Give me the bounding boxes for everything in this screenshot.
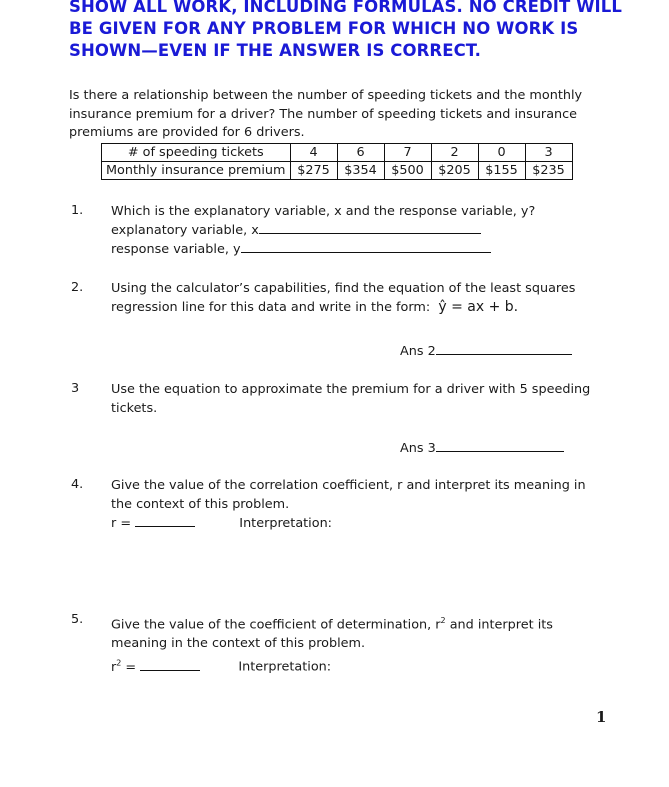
- table-cell: $275: [290, 162, 337, 180]
- table-cell: 7: [384, 144, 431, 162]
- answer-3-blank[interactable]: [436, 439, 564, 452]
- determination-row: [111, 653, 611, 676]
- table-cell: 0: [478, 144, 525, 162]
- data-table: [101, 143, 573, 180]
- table-row-premiums: [102, 162, 573, 180]
- answer-2: [400, 342, 572, 359]
- page-number: 1: [596, 708, 607, 726]
- question-2-line-2-row: [111, 298, 611, 317]
- r-sup: 2: [116, 658, 122, 668]
- r-answer-blank[interactable]: [135, 514, 195, 527]
- question-2-line-1: Using the calculator’s capabilities, find the equation of the least squares: [111, 281, 576, 296]
- table-cell: 2: [431, 144, 478, 162]
- row-label-premium: Monthly insurance premium: [102, 162, 291, 180]
- question-3-line-2: tickets.: [111, 401, 158, 416]
- intro-line-2: insurance premium for a driver? The number of speeding tickets and insurance: [69, 106, 578, 122]
- answer-3-label: Ans 3: [400, 441, 436, 456]
- r-label: r =: [111, 516, 132, 531]
- question-4-line-2: the context of this problem.: [111, 497, 290, 512]
- r-squared-answer-blank[interactable]: [140, 658, 200, 671]
- question-2: [111, 279, 611, 317]
- table-cell: $354: [337, 162, 384, 180]
- header-line-3: SHOWN—EVEN IF THE ANSWER IS CORRECT.: [69, 41, 482, 60]
- question-5-line-2: meaning in the context of this problem.: [111, 636, 366, 652]
- header-line-2: BE GIVEN FOR ANY PROBLEM FOR WHICH NO WORK IS: [69, 19, 579, 38]
- table-row-tickets: [102, 144, 573, 162]
- question-5-line-1b: and interpret its: [445, 617, 553, 633]
- question-5-line-1a: Give the value of the coefficient of determination, r: [111, 617, 441, 633]
- question-5-line-1-row: [111, 611, 611, 634]
- work-warning-header: [69, 0, 623, 62]
- table-cell: 4: [290, 144, 337, 162]
- r-squared-label: [111, 660, 136, 675]
- question-1-text: Which is the explanatory variable, x and the response variable, y?: [111, 204, 536, 219]
- response-label: response variable, y: [111, 242, 241, 257]
- superscript-2: 2: [440, 616, 446, 625]
- response-answer-blank[interactable]: [241, 240, 491, 253]
- table-cell: 6: [337, 144, 384, 162]
- intro-line-3: premiums are provided for 6 drivers.: [69, 125, 305, 140]
- interpretation-label: Interpretation:: [239, 516, 332, 531]
- intro-line-1: Is there a relationship between the number of speeding tickets and the monthly: [69, 88, 583, 103]
- answer-2-label: Ans 2: [400, 344, 436, 359]
- explanatory-row: [111, 221, 611, 240]
- table-cell: $235: [525, 162, 572, 180]
- table-cell: $205: [431, 162, 478, 180]
- question-3-line-1: Use the equation to approximate the premium for a driver with 5 speeding: [111, 382, 591, 397]
- question-1-number: 1.: [71, 203, 84, 218]
- regression-equation: ŷ = ax + b.: [438, 299, 519, 315]
- header-line-1: SHOW ALL WORK, INCLUDING FORMULAS. NO CREDIT WILL: [69, 0, 623, 16]
- question-4-number: 4.: [71, 477, 84, 492]
- r-base: r: [111, 659, 117, 675]
- correlation-row: [111, 514, 611, 533]
- question-4: [111, 476, 611, 533]
- question-3: [111, 380, 611, 418]
- row-label-tickets: # of speeding tickets: [102, 144, 291, 162]
- question-4-line-1: Give the value of the correlation coefficient, r and interpret its meaning in: [111, 478, 586, 493]
- intro-paragraph: [69, 87, 599, 143]
- question-2-number: 2.: [71, 280, 84, 295]
- question-5: [111, 611, 611, 677]
- response-row: [111, 240, 611, 259]
- table-cell: 3: [525, 144, 572, 162]
- table-cell: $155: [478, 162, 525, 180]
- question-2-line-2: regression line for this data and write in the form:: [111, 300, 431, 315]
- answer-3: [400, 439, 564, 456]
- explanatory-label: explanatory variable, x: [111, 223, 259, 238]
- table-cell: $500: [384, 162, 431, 180]
- answer-2-blank[interactable]: [436, 342, 572, 355]
- r-eq: =: [121, 659, 137, 675]
- question-1: [111, 202, 611, 259]
- question-3-number: 3: [71, 381, 80, 396]
- question-5-number: 5.: [71, 612, 84, 627]
- interpretation-label: Interpretation:: [238, 659, 332, 675]
- explanatory-answer-blank[interactable]: [259, 221, 481, 234]
